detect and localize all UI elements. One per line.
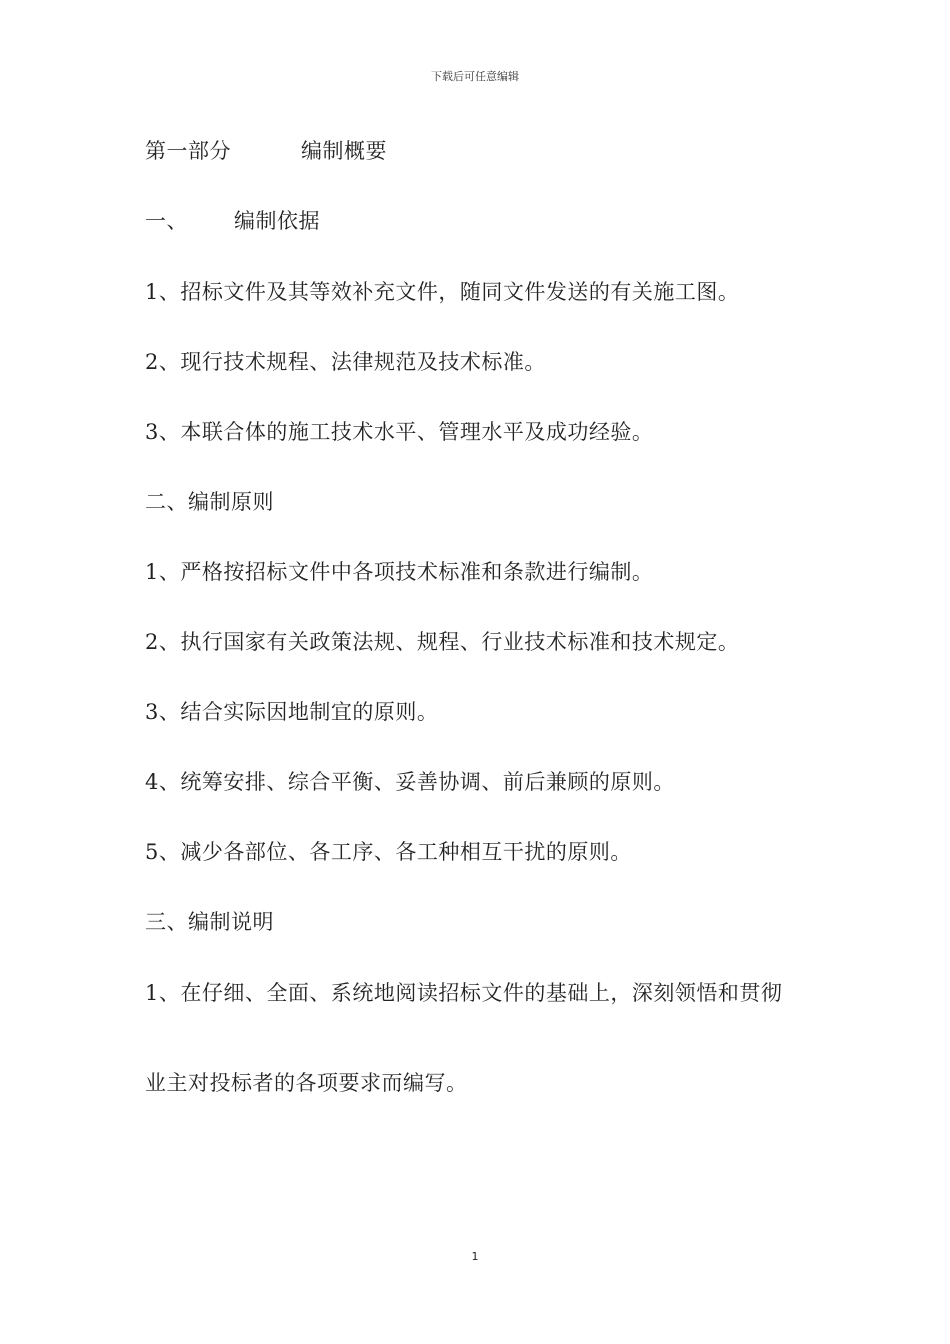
header-note: 下载后可任意编辑 [431, 70, 519, 83]
section-heading-1 [145, 207, 320, 235]
paragraph: 1、严格按招标文件中各项技术标准和条款进行编制。 [145, 560, 654, 584]
section-heading-3: 三、编制说明 [145, 910, 274, 934]
paragraph: 1、招标文件及其等效补充文件，随同文件发送的有关施工图。 [145, 280, 740, 304]
paragraph: 5、减少各部位、各工序、各工种相互干扰的原则。 [145, 840, 632, 864]
paragraph: 2、现行技术规程、法律规范及技术标准。 [145, 350, 546, 374]
paragraph: 2、执行国家有关政策法规、规程、行业技术标准和技术规定。 [145, 630, 740, 654]
paragraph: 4、统筹安排、综合平衡、妥善协调、前后兼顾的原则。 [145, 770, 675, 794]
section-number-1: 一、 [145, 209, 188, 233]
part-title: 编制概要 [301, 139, 387, 163]
part-number: 第一部分 [145, 139, 231, 163]
section-title-1: 编制依据 [234, 209, 320, 233]
page-number: 1 [471, 1250, 479, 1263]
paragraph: 3、本联合体的施工技术水平、管理水平及成功经验。 [145, 420, 654, 444]
paragraph-line: 1、在仔细、全面、系统地阅读招标文件的基础上，深刻领悟和贯彻 [145, 981, 783, 1005]
section-heading-2: 二、编制原则 [145, 490, 274, 514]
paragraph: 3、结合实际因地制宜的原则。 [145, 700, 439, 724]
paragraph-line: 业主对投标者的各项要求而编写。 [145, 1071, 468, 1095]
part-heading [145, 137, 387, 165]
